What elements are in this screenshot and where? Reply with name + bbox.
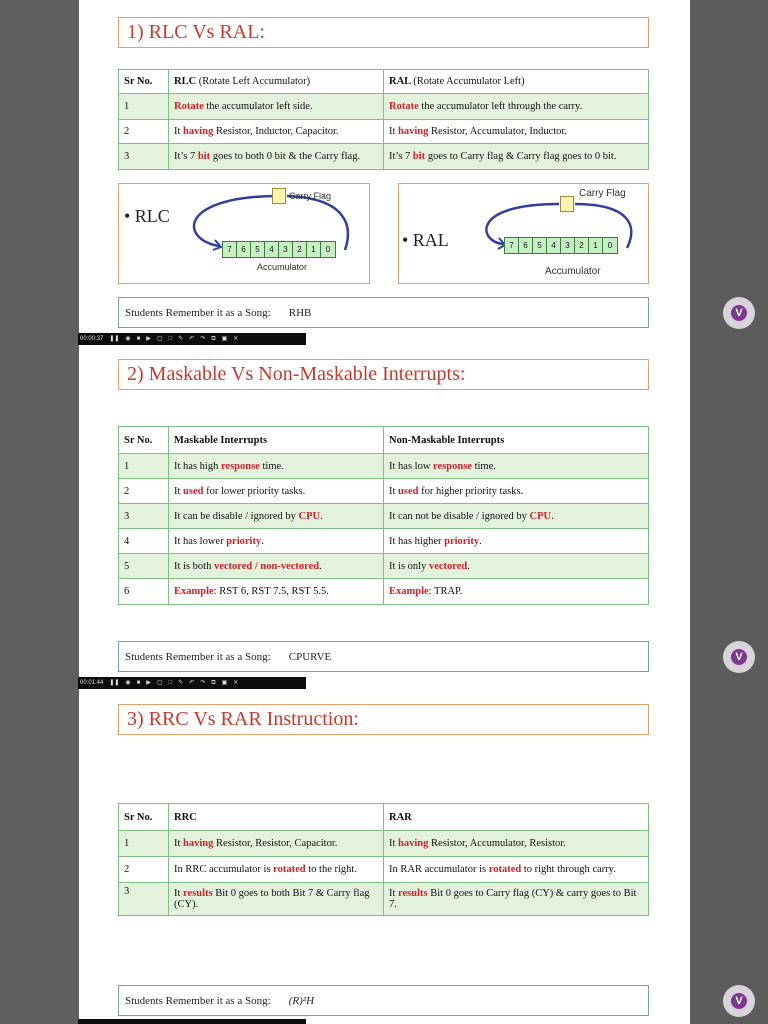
bit-cell: 3 [279,242,293,257]
row-number: 1 [119,454,169,479]
row-number: 4 [119,529,169,554]
table-row [119,831,649,857]
record-icon[interactable]: ◉ [125,336,131,342]
row-number: 3 [119,883,169,916]
col-header-rlc: RLC (Rotate Left Accumulator) [169,70,384,94]
ral-cell: It having Resistor, Accumulator, Inductor. [384,120,649,144]
bit-cell: 0 [321,242,335,257]
row-number: 3 [119,504,169,529]
table-header-row [119,427,649,454]
rlc-rotation-arrow [119,184,371,285]
close-icon[interactable]: ✕ [233,336,239,342]
song-box-3: Students Remember it as a Song: (R)²H [118,985,649,1016]
table-row [119,144,649,170]
pause-icon[interactable]: ❚❚ [109,680,120,686]
channel-logo [723,641,755,673]
nonmaskable-cell: It has higher priority. [384,529,649,554]
bit-cell: 6 [519,238,533,253]
logo-v-icon: V [731,305,747,321]
right-margin [690,0,768,1024]
carry-flag-box [272,188,286,204]
rrc-cell: In RRC accumulator is rotated to the right. [169,857,384,883]
channel-logo [723,297,755,329]
song-box-2: Students Remember it as a Song: CPURVE [118,641,649,672]
bit-cell: 7 [223,242,237,257]
nonmaskable-cell: It is only vectored. [384,554,649,579]
bit-cell: 2 [293,242,307,257]
carry-flag-label: Carry Flag [579,188,626,199]
song-box-1: Students Remember it as a Song: RHB [118,297,649,328]
rlc-diagram-label: • RLC [124,206,170,226]
maskable-cell: It is both vectored / non-vectored. [169,554,384,579]
nonmaskable-cell: It has low response time. [384,454,649,479]
close-icon[interactable]: ✕ [233,680,239,686]
table-row [119,554,649,579]
table-row [119,579,649,605]
recording-toolbar-partial[interactable] [78,1019,306,1024]
carry-flag-label: Carry Flag [289,191,332,201]
bit-cell: 1 [307,242,321,257]
section-1-title: 1) RLC Vs RAL: [118,17,649,48]
section-3-title: 3) RRC Vs RAR Instruction: [118,704,649,735]
logo-v-icon: V [731,649,747,665]
accumulator-register [504,237,618,254]
col-header-ral: RAL (Rotate Accumulator Left) [384,70,649,94]
col-header-rrc: RRC [169,804,384,831]
ral-diagram-label: • RAL [402,230,449,250]
bit-cell: 5 [251,242,265,257]
ral-diagram [398,183,649,284]
table-header-row [119,70,649,94]
row-number: 2 [119,857,169,883]
table-row [119,120,649,144]
maskable-cell: It used for lower priority tasks. [169,479,384,504]
camera-icon[interactable]: ▣ [221,336,228,342]
song-mnemonic: (R)²H [288,994,315,1007]
song-mnemonic: RHB [288,306,312,319]
row-number: 6 [119,579,169,605]
bit-cell: 4 [265,242,279,257]
maskable-cell: It can be disable / ignored by CPU. [169,504,384,529]
row-number: 2 [119,479,169,504]
col-header-rar: RAR [384,804,649,831]
rlc-diagram [118,183,370,284]
table-row [119,857,649,883]
stop-icon[interactable]: ■ [136,336,141,342]
bit-cell: 5 [533,238,547,253]
rlc-ral-table [118,69,649,170]
recording-toolbar[interactable] [78,333,306,345]
rrc-rar-table [118,803,649,916]
row-number: 3 [119,144,169,170]
row-number: 1 [119,831,169,857]
ral-cell: It’s 7 bit goes to Carry flag & Carry flag goes to 0 bit. [384,144,649,170]
undo-icon[interactable]: ↶ [189,680,195,686]
square-icon[interactable]: □ [168,336,173,342]
screen-icon[interactable]: ▢ [156,680,163,686]
maskable-cell: Example: RST 6, RST 7.5, RST 5.5. [169,579,384,605]
bit-cell: 4 [547,238,561,253]
channel-logo [723,985,755,1017]
table-row [119,454,649,479]
row-number: 5 [119,554,169,579]
rrc-cell: It having Resistor, Resistor, Capacitor. [169,831,384,857]
timer-text: 00:00:37 [80,336,104,342]
pen-icon[interactable]: ✎ [178,336,184,342]
timer-text: 00:01:44 [80,680,104,686]
pause-icon[interactable]: ❚❚ [109,336,120,342]
stop-icon[interactable]: ■ [136,680,141,686]
table-row [119,529,649,554]
section-2-title: 2) Maskable Vs Non-Maskable Interrupts: [118,359,649,390]
row-number: 2 [119,120,169,144]
accumulator-label: Accumulator [257,262,308,272]
pen-icon[interactable]: ✎ [178,680,184,686]
bit-cell: 6 [237,242,251,257]
rar-cell: In RAR accumulator is rotated to right through carry. [384,857,649,883]
record-icon[interactable]: ◉ [125,680,131,686]
table-row [119,479,649,504]
interrupts-table [118,426,649,605]
table-row [119,883,649,916]
copy-icon[interactable]: ⧉ [211,680,216,686]
recording-toolbar[interactable] [78,677,306,689]
rlc-cell: Rotate the accumulator left side. [169,94,384,120]
nonmaskable-cell: Example: TRAP. [384,579,649,605]
bit-cell: 2 [575,238,589,253]
col-header-srno: Sr No. [119,427,169,454]
square-icon[interactable]: □ [168,680,173,686]
bit-cell: 0 [603,238,617,253]
rar-cell: It results Bit 0 goes to Carry flag (CY) & carry goes to Bit 7. [384,883,649,916]
col-header-srno: Sr No. [119,804,169,831]
col-header-nonmaskable: Non-Maskable Interrupts [384,427,649,454]
maskable-cell: It has lower priority. [169,529,384,554]
row-number: 1 [119,94,169,120]
col-header-srno: Sr No. [119,70,169,94]
table-row [119,504,649,529]
ral-rotation-arrow [399,184,650,285]
bit-cell: 7 [505,238,519,253]
accumulator-register [222,241,336,258]
table-header-row [119,804,649,831]
camera-icon[interactable]: ▣ [221,680,228,686]
accumulator-label: Accumulator [545,266,601,277]
nonmaskable-cell: It can not be disable / ignored by CPU. [384,504,649,529]
ral-cell: Rotate the accumulator left through the carry. [384,94,649,120]
redo-icon[interactable]: ↷ [200,336,206,342]
copy-icon[interactable]: ⧉ [211,336,216,342]
rlc-cell: It having Resistor, Inductor, Capacitor. [169,120,384,144]
bit-cell: 3 [561,238,575,253]
carry-flag-box [560,196,574,212]
col-header-maskable: Maskable Interrupts [169,427,384,454]
play-icon[interactable]: ▶ [146,336,151,342]
rlc-cell: It’s 7 bit goes to both 0 bit & the Carry flag. [169,144,384,170]
maskable-cell: It has high response time. [169,454,384,479]
table-row [119,94,649,120]
logo-v-icon: V [731,993,747,1009]
song-mnemonic: CPURVE [288,650,332,663]
screen-icon[interactable]: ▢ [156,336,163,342]
undo-icon[interactable]: ↶ [189,336,195,342]
redo-icon[interactable]: ↷ [200,680,206,686]
rar-cell: It having Resistor, Accumulator, Resistor. [384,831,649,857]
nonmaskable-cell: It used for higher priority tasks. [384,479,649,504]
left-margin [0,0,79,1024]
rrc-cell: It results Bit 0 goes to both Bit 7 & Carry flag (CY). [169,883,384,916]
bit-cell: 1 [589,238,603,253]
play-icon[interactable]: ▶ [146,680,151,686]
